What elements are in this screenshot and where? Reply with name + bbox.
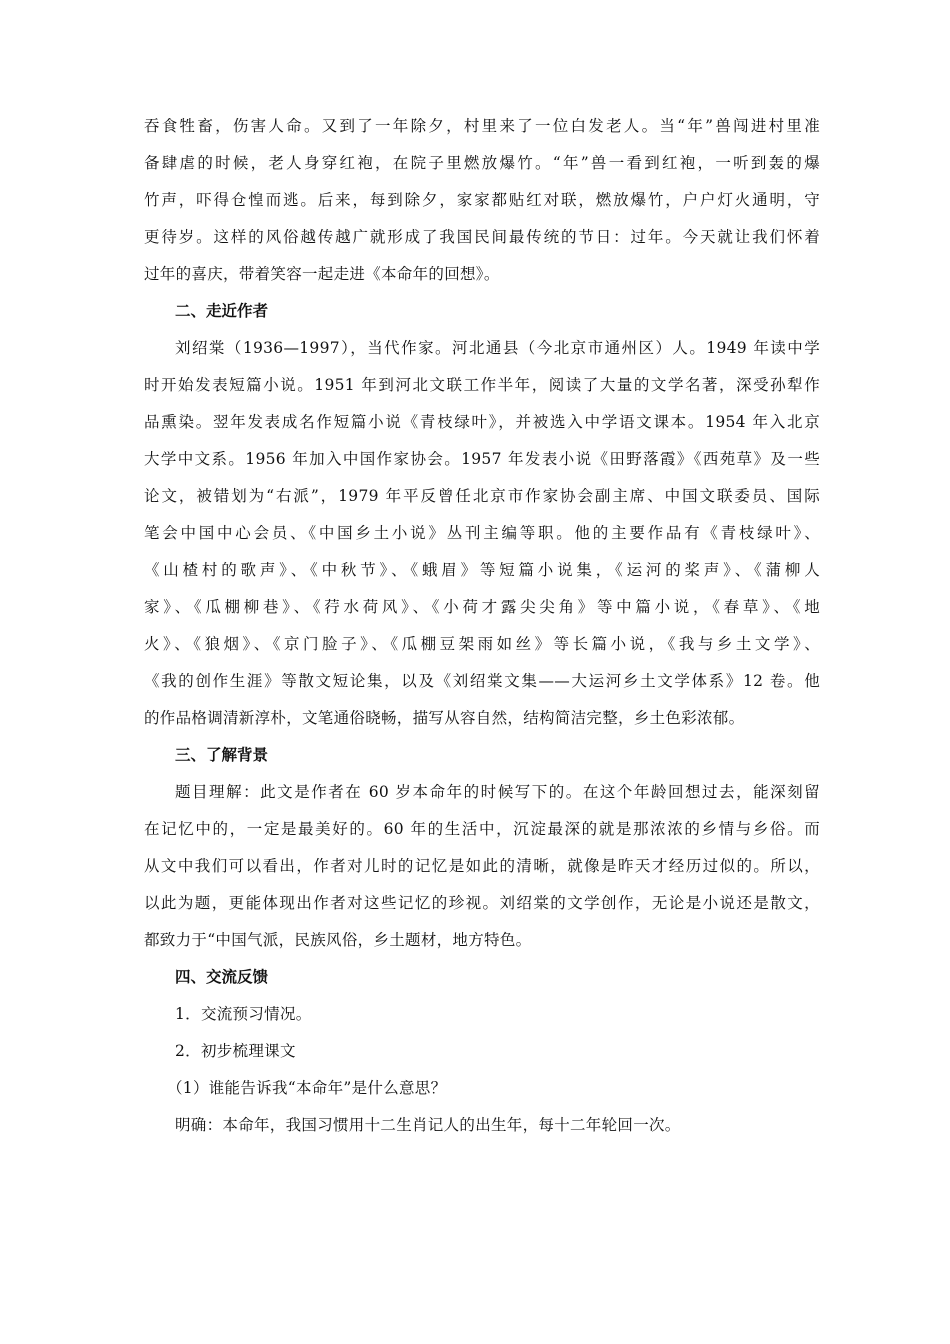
author-line: 刘绍棠（1936—1997），当代作家。河北通县（今北京市通州区）人。1949 年读中学 [175, 339, 820, 357]
author-line: 家》、《瓜棚柳巷》、《荇水荷风》、《小荷才露尖尖角》等中篇小说，《春草》、《地 [144, 598, 820, 616]
author-line: 论文，被错划为“右派”，1979 年平反曾任北京市作家协会副主席、中国文联委员、国际 [144, 487, 820, 505]
background-line: 都致力于“中国气派，民族风俗，乡土题材，地方特色。 [144, 931, 532, 949]
intro-line: 吞食牲畜，伤害人命。又到了一年除夕，村里来了一位白发老人。当“年”兽闯进村里准 [144, 117, 820, 135]
author-line: 大学中文系。1956 年加入中国作家协会。1957 年发表小说《田野落霞》《西苑草》及一些 [144, 450, 820, 468]
background-line: 以此为题，更能体现出作者对这些记忆的珍视。刘绍棠的文学创作，无论是小说还是散文， [144, 894, 820, 912]
section-heading-background: 三、了解背景 [175, 746, 269, 764]
author-line: 笔会中国中心会员、《中国乡土小说》丛刊主编等职。他的主要作品有《青枝绿叶》、 [144, 524, 820, 542]
author-line: 《我的创作生涯》等散文短论集，以及《刘绍棠文集——大运河乡土文学体系》12 卷。他 [144, 672, 820, 690]
feedback-answer: 明确：本命年，我国习惯用十二生肖记人的出生年，每十二年轮回一次。 [175, 1116, 681, 1134]
section-heading-feedback: 四、交流反馈 [175, 968, 269, 986]
feedback-question: （1）谁能告诉我“本命年”是什么意思？ [167, 1079, 447, 1097]
intro-line: 竹声，吓得仓惶而逃。后来，每到除夕，家家都贴红对联，燃放爆竹，户户灯火通明，守 [144, 191, 820, 209]
background-line: 题目理解：此文是作者在 60 岁本命年的时候写下的。在这个年龄回想过去，能深刻留 [175, 783, 820, 801]
feedback-item-1: 1．交流预习情况。 [175, 1005, 312, 1023]
feedback-item-2: 2．初步梳理课文 [175, 1042, 296, 1060]
background-line: 在记忆中的，一定是最美好的。60 年的生活中，沉淀最深的就是那浓浓的乡情与乡俗。而 [144, 820, 820, 838]
author-line: 时开始发表短篇小说。1951 年到河北文联工作半年，阅读了大量的文学名著，深受孙犁作 [144, 376, 820, 394]
intro-line: 备肆虐的时候，老人身穿红袍，在院子里燃放爆竹。“年”兽一看到红袍，一听到轰的爆 [144, 154, 820, 172]
background-line: 从文中我们可以看出，作者对儿时的记忆是如此的清晰，就像是昨天才经历过似的。所以， [144, 857, 820, 875]
intro-line: 过年的喜庆，带着笑容一起走进《本命年的回想》。 [144, 265, 500, 283]
document-page [144, 116, 820, 1152]
author-line: 《山楂村的歌声》、《中秋节》、《蛾眉》等短篇小说集，《运河的桨声》、《蒲柳人 [144, 561, 820, 579]
author-line: 品熏染。翌年发表成名作短篇小说《青枝绿叶》，并被选入中学语文课本。1954 年入北京 [144, 413, 820, 431]
author-line: 的作品格调清新淳朴，文笔通俗晓畅，描写从容自然，结构简洁完整，乡土色彩浓郁。 [144, 709, 745, 727]
intro-line: 更待岁。这样的风俗越传越广就形成了我国民间最传统的节日：过年。今天就让我们怀着 [144, 228, 820, 246]
section-heading-author: 二、走近作者 [175, 302, 269, 320]
author-line: 火》、《狼烟》、《京门脸子》、《瓜棚豆架雨如丝》等长篇小说，《我与乡土文学》、 [144, 635, 820, 653]
